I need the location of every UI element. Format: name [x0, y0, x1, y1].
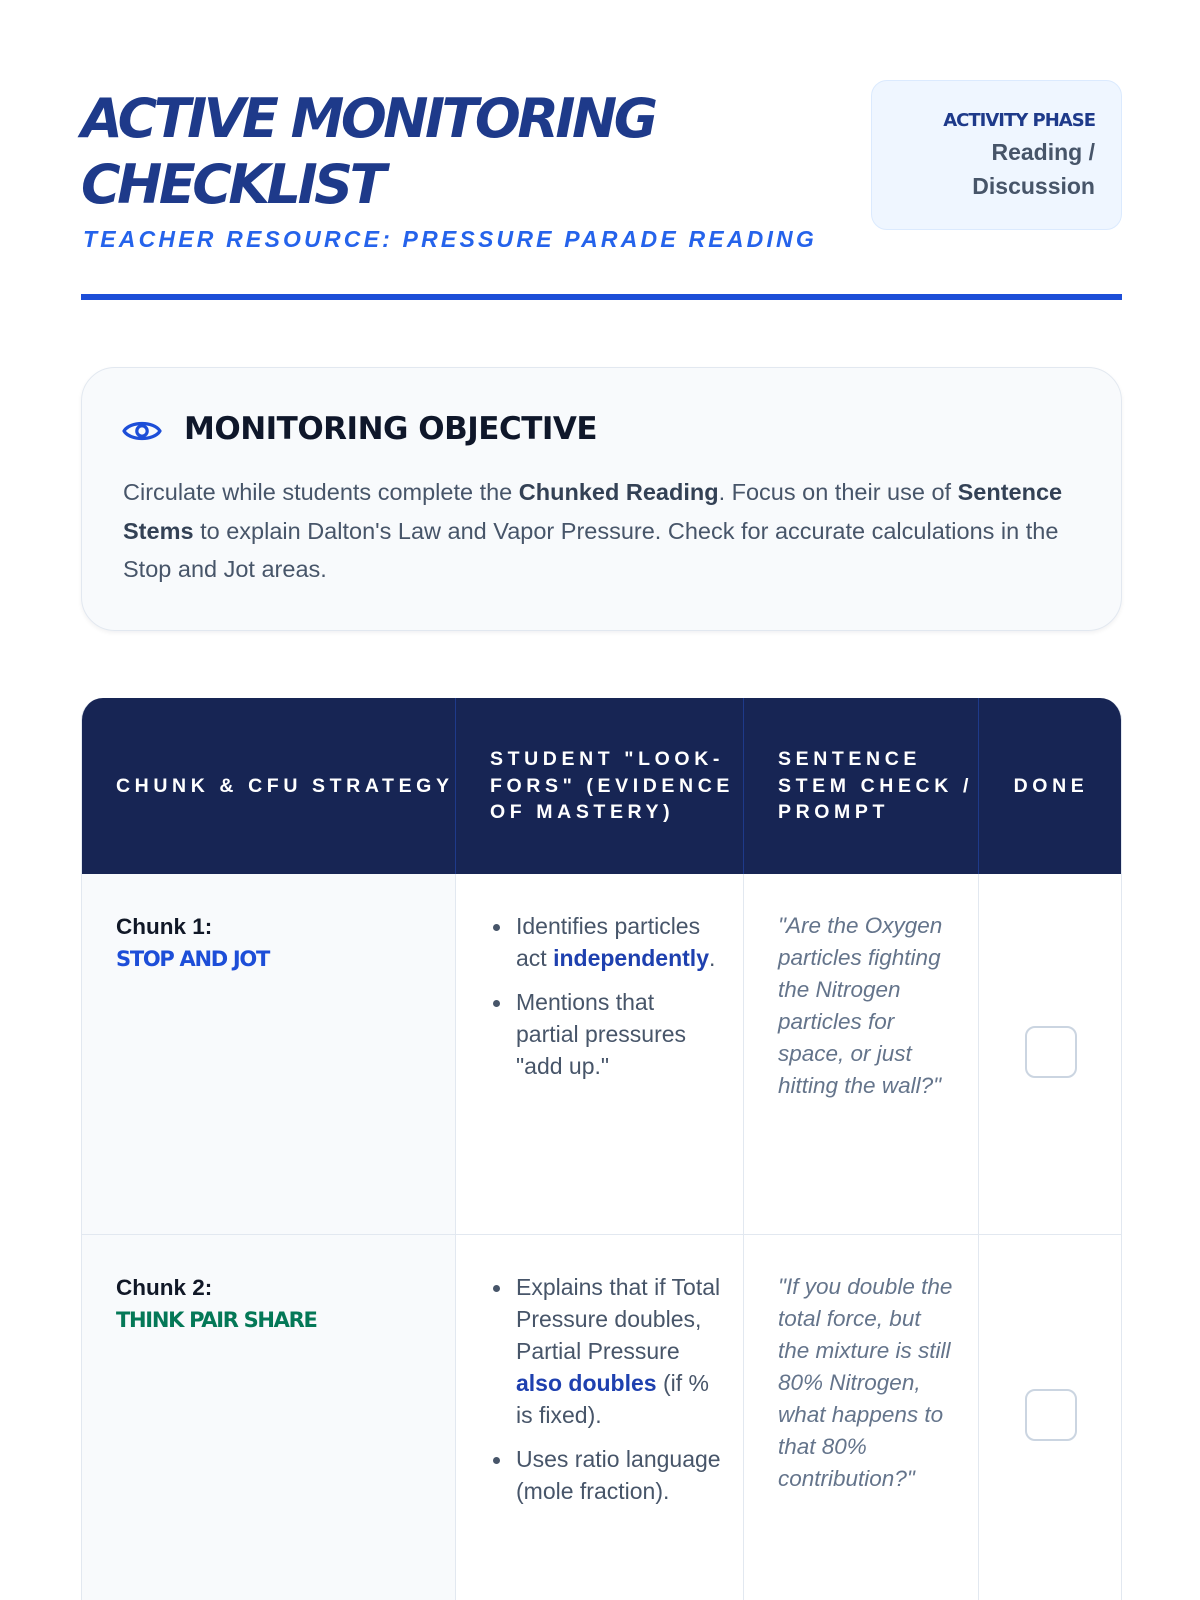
- column-header-chunk-strategy: CHUNK & CFU STRATEGY: [82, 698, 456, 874]
- page-subtitle: TEACHER RESOURCE: PRESSURE PARADE READING: [83, 226, 817, 252]
- column-header-look-fors: STUDENT "LOOK-FORS" (EVIDENCE OF MASTERY): [456, 698, 744, 874]
- header-divider: [81, 294, 1122, 300]
- cfu-strategy: STOP AND JOT: [116, 947, 269, 971]
- table-row: [82, 874, 1122, 1235]
- monitoring-table: [81, 698, 1122, 1600]
- table-header: [82, 698, 1122, 874]
- done-cell: [979, 874, 1122, 1234]
- prompt-cell: [744, 874, 979, 1234]
- chunk-label: Chunk 2:: [116, 1275, 213, 1300]
- activity-phase-box: [871, 80, 1122, 230]
- objective-title: MONITORING OBJECTIVE: [184, 411, 598, 447]
- chunk-cell: [82, 874, 456, 1234]
- sentence-stem-prompt: "If you double the total force, but the mixture is still 80% Nitrogen, what happens to that 80% contribution?": [778, 1274, 953, 1491]
- eye-icon: [122, 416, 162, 446]
- look-fors-cell: [456, 874, 744, 1234]
- activity-phase-label: ACTIVITY PHASE: [943, 110, 1095, 131]
- done-checkbox[interactable]: [1025, 1389, 1077, 1441]
- column-header-sentence-stem: SENTENCE STEM CHECK / PROMPT: [744, 698, 979, 874]
- look-for-item: Uses ratio language (mole fraction).: [490, 1443, 723, 1507]
- chunk-label: Chunk 1:: [116, 914, 213, 939]
- cfu-strategy: THINK PAIR SHARE: [116, 1308, 317, 1332]
- objective-text: Circulate while students complete the Chunked Reading. Focus on their use of Sentence Stems to explain Dalton's Law and Vapor Pressure. Check for accurate calculations in the Stop and Jot areas.: [123, 479, 1063, 582]
- look-for-item: Identifies particles act independently.: [490, 910, 723, 974]
- page-header: [81, 80, 1122, 300]
- sentence-stem-prompt: "Are the Oxygen particles fighting the Nitrogen particles for space, or just hitting the wall?": [778, 913, 943, 1098]
- chunk-cell: [82, 1235, 456, 1600]
- table-row: [82, 1235, 1122, 1600]
- page-title: ACTIVE MONITORING CHECKLIST: [81, 87, 655, 216]
- column-header-done: DONE: [1013, 774, 1089, 797]
- look-fors-cell: [456, 1235, 744, 1600]
- look-for-item: Explains that if Total Pressure doubles, Partial Pressure also doubles (if % is fixed).: [490, 1271, 723, 1431]
- look-for-item: Mentions that partial pressures "add up.": [490, 986, 723, 1082]
- done-cell: [979, 1235, 1122, 1600]
- activity-phase-value: Reading / Discussion: [972, 139, 1095, 199]
- monitoring-objective-card: [81, 367, 1122, 631]
- done-checkbox[interactable]: [1025, 1026, 1077, 1078]
- prompt-cell: [744, 1235, 979, 1600]
